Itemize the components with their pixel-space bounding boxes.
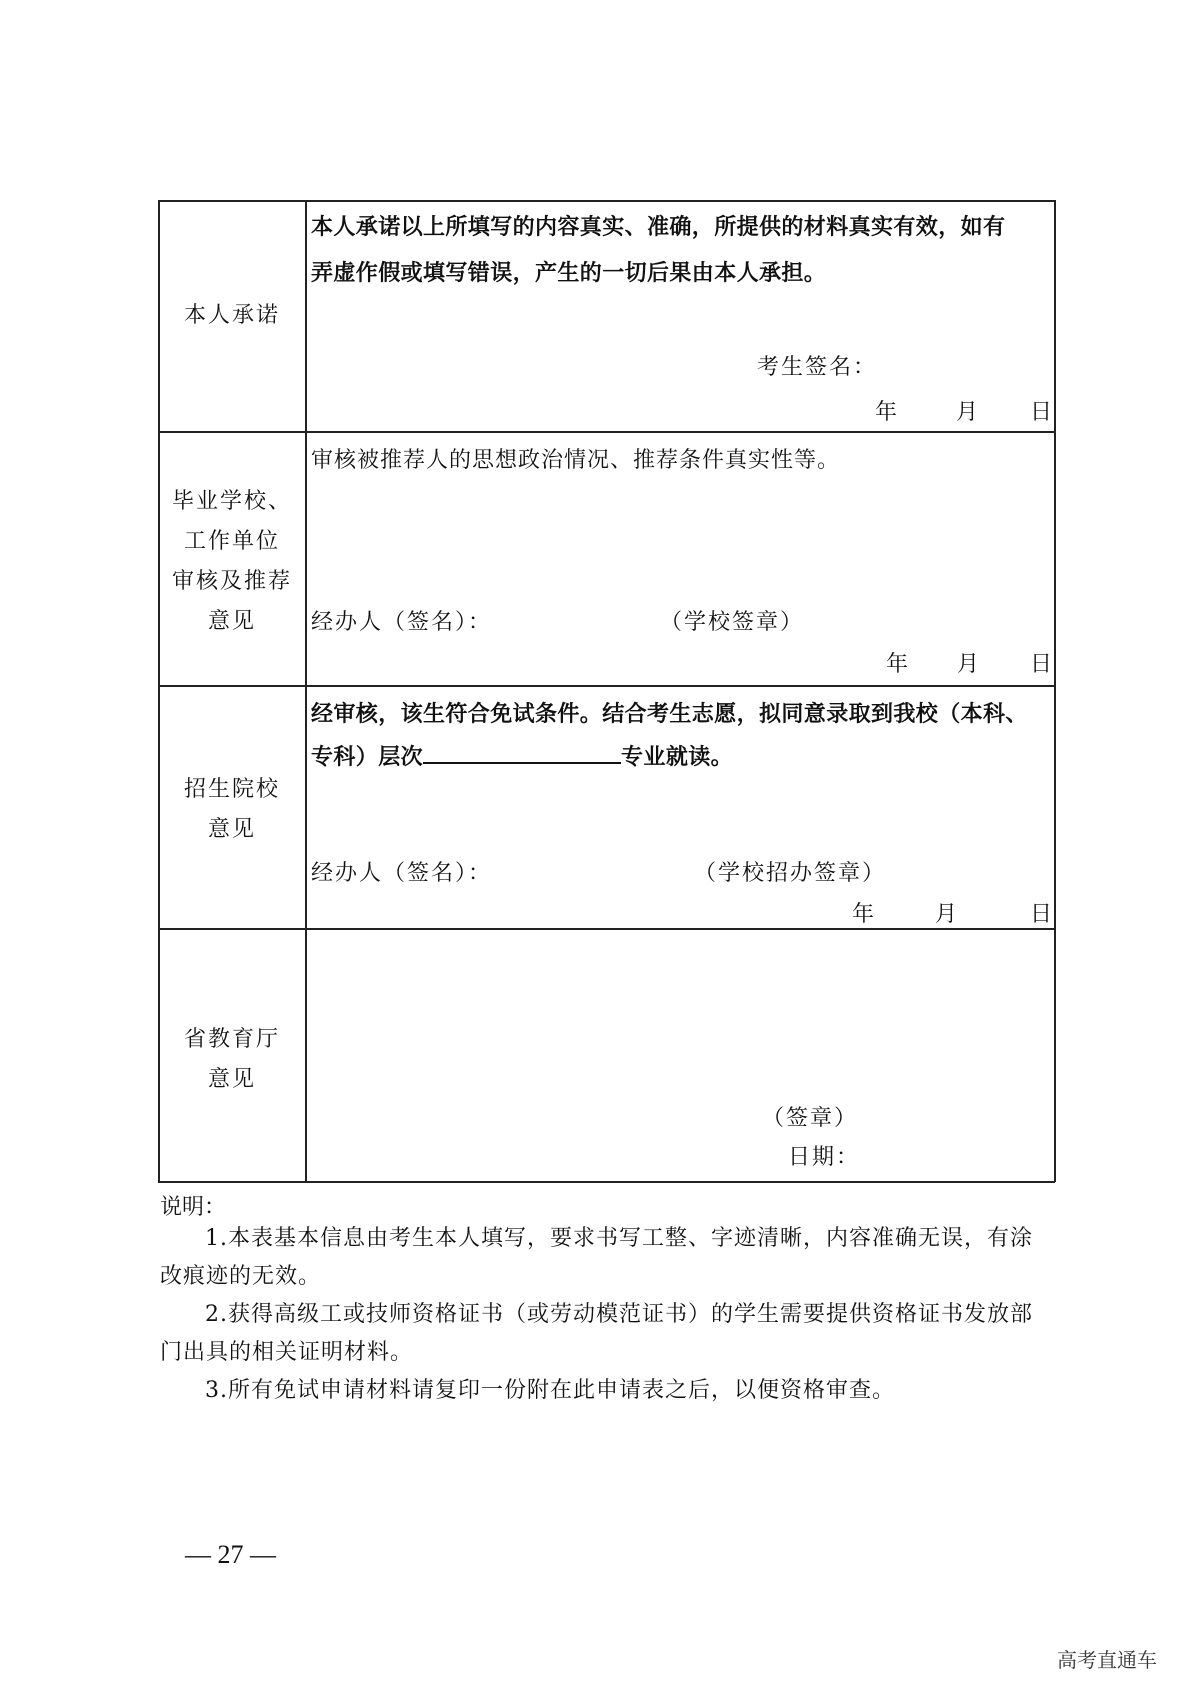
note-item: 2.获得高级工或技师资格证书（或劳动模范证书）的学生需要提供资格证书发放部 xyxy=(205,1302,1033,1327)
date-label: 日期： xyxy=(788,1145,861,1170)
date-day-label: 日 xyxy=(1030,652,1053,677)
review-instruction: 审核被推荐人的思想政治情况、推荐条件真实性等。 xyxy=(311,448,841,473)
note-item: 改痕迹的无效。 xyxy=(160,1264,322,1289)
commitment-statement-line1: 本人承诺以上所填写的内容真实、准确，所提供的材料真实有效，如有 xyxy=(311,214,1006,240)
row-label-admission-school xyxy=(159,770,305,850)
row-divider-1 xyxy=(158,431,1055,433)
admission-statement-line2 xyxy=(311,740,733,771)
row-label-text: 本人承诺 xyxy=(183,303,280,328)
commitment-statement-line2: 弄虚作假或填写错误，产生的一切后果由本人承担。 xyxy=(311,260,827,286)
date-year-label: 年 xyxy=(852,902,875,927)
row-label-provincial-education-dept xyxy=(159,1020,305,1100)
note-item: 3.所有免试申请材料请复印一份附在此申请表之后，以便资格审查。 xyxy=(205,1378,895,1403)
row-label-line: 招生院校 xyxy=(183,777,280,802)
row-label-school-review xyxy=(159,482,305,642)
date-month-label: 月 xyxy=(935,902,958,927)
table-border-bottom xyxy=(158,1181,1055,1183)
row-label-line: 毕业学校、 xyxy=(171,489,292,514)
note-item: 门出具的相关证明材料。 xyxy=(160,1340,414,1365)
admission-level-prefix: 专科）层次 xyxy=(311,744,424,770)
handler-signature-label: 经办人（签名）： xyxy=(311,861,493,886)
row-label-line: 省教育厅 xyxy=(183,1027,280,1052)
row-label-commitment xyxy=(159,296,305,336)
notes-heading: 说明： xyxy=(160,1195,227,1220)
admission-statement-line1: 经审核，该生符合免试条件。结合考生志愿，拟同意录取到我校（本科、 xyxy=(311,701,1028,727)
handler-signature-label: 经办人（签名）： xyxy=(311,610,493,635)
date-day-label: 日 xyxy=(1030,902,1053,927)
date-month-label: 月 xyxy=(956,400,979,425)
table-border-right xyxy=(1054,200,1056,1182)
page-number: — 27 — xyxy=(185,1540,276,1569)
watermark-text: 高考直通车 xyxy=(1057,1648,1157,1672)
row-label-line: 工作单位 xyxy=(183,529,280,554)
date-day-label: 日 xyxy=(1030,400,1053,425)
row-divider-2 xyxy=(158,685,1055,687)
admissions-office-seal-label: （学校招办签章） xyxy=(694,861,887,886)
candidate-signature-label: 考生签名： xyxy=(757,355,878,380)
seal-label: （签章） xyxy=(762,1106,859,1131)
row-label-line: 意见 xyxy=(207,817,256,842)
row-label-line: 意见 xyxy=(207,609,256,634)
major-blank-line xyxy=(423,740,621,764)
table-border-top xyxy=(158,200,1055,202)
row-divider-3 xyxy=(158,928,1055,930)
note-item: 1.本表基本信息由考生本人填写，要求书写工整、字迹清晰，内容准确无误，有涂 xyxy=(205,1226,1033,1251)
date-year-label: 年 xyxy=(886,652,909,677)
school-seal-label: （学校签章） xyxy=(660,610,805,635)
date-month-label: 月 xyxy=(957,652,980,677)
row-label-line: 审核及推荐 xyxy=(171,569,292,594)
label-column-divider xyxy=(305,200,307,1182)
date-year-label: 年 xyxy=(875,400,898,425)
admission-level-suffix: 专业就读。 xyxy=(621,744,734,770)
row-label-line: 意见 xyxy=(207,1067,256,1092)
